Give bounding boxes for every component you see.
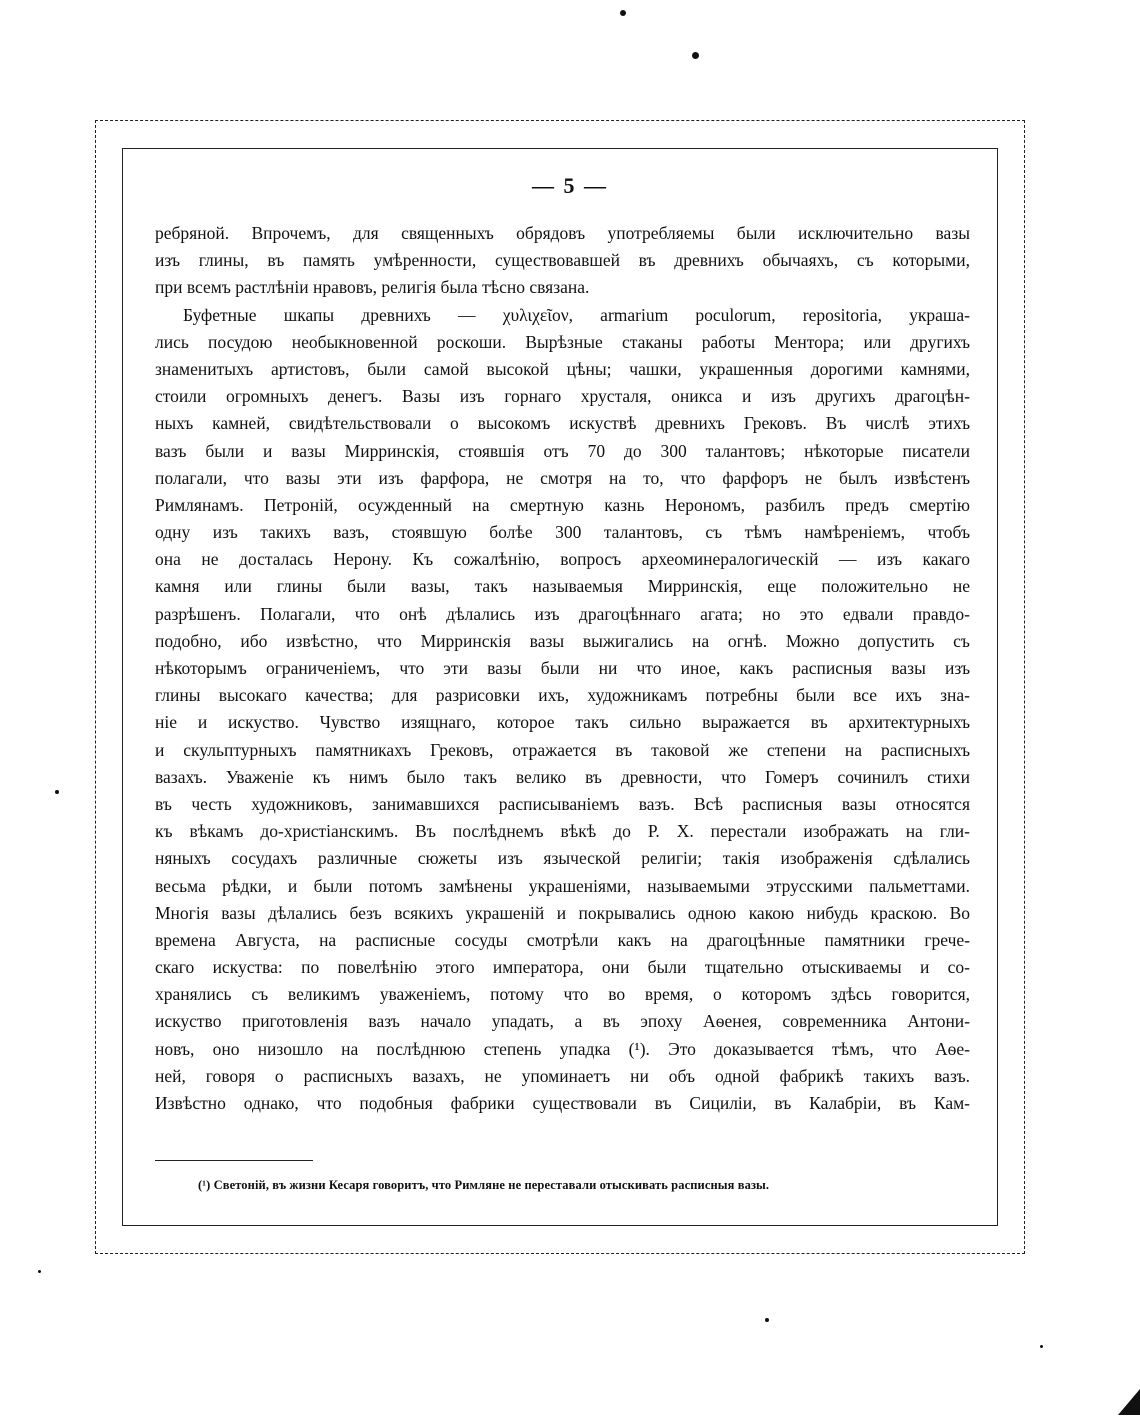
body-text bbox=[155, 220, 970, 1117]
footnote: (¹) Светоній, въ жизни Кесаря говоритъ, что Римляне не переставали отыскивать расписныя вазы. bbox=[198, 1178, 770, 1192]
text-line: ніе и искуство. Чувство изящнаго, которое такъ сильно выражается въ архитектурныхъ bbox=[155, 712, 970, 733]
text-line: ныхъ камней, свидѣтельствовали о высокомъ искуствѣ древнихъ Грековъ. Въ числѣ этихъ bbox=[155, 413, 970, 434]
text-line: камня или глины были вазы, такъ называемыя Мирринскія, еще положительно не bbox=[155, 576, 970, 597]
scan-speck bbox=[55, 790, 59, 794]
text-line: вазахъ. Уваженіе къ нимъ было такъ велико въ древности, что Гомеръ сочинилъ стихи bbox=[155, 766, 970, 787]
footnote-divider bbox=[155, 1160, 313, 1161]
text-line: Извѣстно однако, что подобныя фабрики существовали въ Сициліи, въ Калабріи, въ Кам- bbox=[155, 1093, 970, 1113]
text-line: разрѣшенъ. Полагали, что онѣ дѣлались изъ драгоцѣннаго агата; но это едвали правдо- bbox=[155, 603, 970, 624]
text-line: къ вѣкамъ до-христіанскимъ. Въ послѣднемъ вѣкѣ до Р. Х. перестали изображать на гли- bbox=[155, 821, 970, 842]
scan-speck bbox=[692, 52, 699, 59]
text-line: лись посудою необыкновенной роскоши. Вырѣзные стаканы работы Ментора; или другихъ bbox=[155, 331, 970, 352]
text-line: новъ, оно низошло на послѣднюю степень упадка (¹). Это доказывается тѣмъ, что Аѳе- bbox=[155, 1038, 970, 1059]
text-line: она не досталась Нерону. Къ сожалѣнію, вопросъ археоминералогическій — изъ какаго bbox=[155, 549, 970, 570]
text-line: и скульптурныхъ памятникахъ Грековъ, отражается въ таковой же степени на расписныхъ bbox=[155, 739, 970, 760]
text-line: глины высокаго качества; для разрисовки ихъ, художникамъ потребны были все ихъ зна- bbox=[155, 685, 970, 706]
scan-speck bbox=[38, 1270, 41, 1273]
text-line: нѣкоторымъ ограниченіемъ, что эти вазы были ни что иное, какъ расписныя вазы изъ bbox=[155, 658, 970, 678]
text-line: при всемъ растлѣніи нравовъ, религія была тѣсно связана. bbox=[155, 277, 590, 298]
scan-speck bbox=[1040, 1345, 1043, 1348]
text-line: полагали, что вазы эти изъ фарфора, не смотря на то, что фарфоръ не былъ извѣстенъ bbox=[155, 467, 970, 488]
text-line: подобно, ибо извѣстно, что Мирринскія вазы выжигались на огнѣ. Можно допустить съ bbox=[155, 630, 970, 651]
page-number: — 5 — bbox=[532, 173, 608, 198]
text-line: вазъ были и вазы Мирринскія, стоявшія отъ 70 до 300 талантовъ; нѣкоторые писатели bbox=[155, 440, 970, 461]
text-line: ребряной. Впрочемъ, для священныхъ обрядовъ употребляемы были исключительно вазы bbox=[155, 223, 970, 243]
text-line: изъ глины, въ память умѣренности, существовавшей въ древнихъ обычаяхъ, съ которыми, bbox=[155, 250, 970, 271]
text-line: стоили огромныхъ денегъ. Вазы изъ горнаго хрусталя, оникса и изъ другихъ драгоцѣн- bbox=[155, 386, 970, 407]
text-line: ней, говоря о расписныхъ вазахъ, не упоминаетъ ни объ одной фабрикѣ такихъ вазъ. bbox=[155, 1065, 970, 1086]
text-line: въ честь художниковъ, занимавшихся расписываніемъ вазъ. Всѣ расписныя вазы относятся bbox=[155, 793, 970, 814]
text-line: скаго искуства: по повелѣнію этого императора, они были тщательно отыскиваемы и со- bbox=[155, 957, 970, 978]
text-line: одну изъ такихъ вазъ, стоявшую болѣе 300 талантовъ, съ тѣмъ намѣреніемъ, чтобъ bbox=[155, 522, 970, 543]
scan-corner-mark bbox=[1118, 1389, 1140, 1415]
text-line: няныхъ сосудахъ различные сюжеты изъ языческой религіи; такія изображенія сдѣлались bbox=[155, 848, 970, 869]
text-line: Римлянамъ. Петроній, осужденный на смертную казнь Нерономъ, разбилъ предъ смертію bbox=[155, 494, 970, 515]
scan-speck bbox=[620, 10, 626, 16]
scan-speck bbox=[765, 1318, 769, 1322]
text-line: Буфетные шкапы древнихъ — χυλιχεῖον, armarium poculorum, repositoria, украша- bbox=[183, 304, 970, 325]
text-line: искуство приготовленія вазъ начало упадать, а въ эпоху Аѳенея, современника Антони- bbox=[155, 1011, 970, 1032]
text-line: Многія вазы дѣлались безъ всякихъ украшеній и покрывались одною какою нибудь краскою. Во bbox=[155, 902, 970, 923]
text-line: знаменитыхъ артистовъ, были самой высокой цѣны; чашки, украшенныя дорогими камнями, bbox=[155, 358, 970, 379]
text-line: весьма рѣдки, и были потомъ замѣнены украшеніями, называемыми этрусскими пальметтами. bbox=[155, 875, 970, 896]
text-line: времена Августа, на расписные сосуды смотрѣли какъ на драгоцѣнные памятники грече- bbox=[155, 929, 970, 950]
text-line: хранялись съ великимъ уваженіемъ, потому что во время, о которомъ здѣсь говорится, bbox=[155, 984, 970, 1005]
